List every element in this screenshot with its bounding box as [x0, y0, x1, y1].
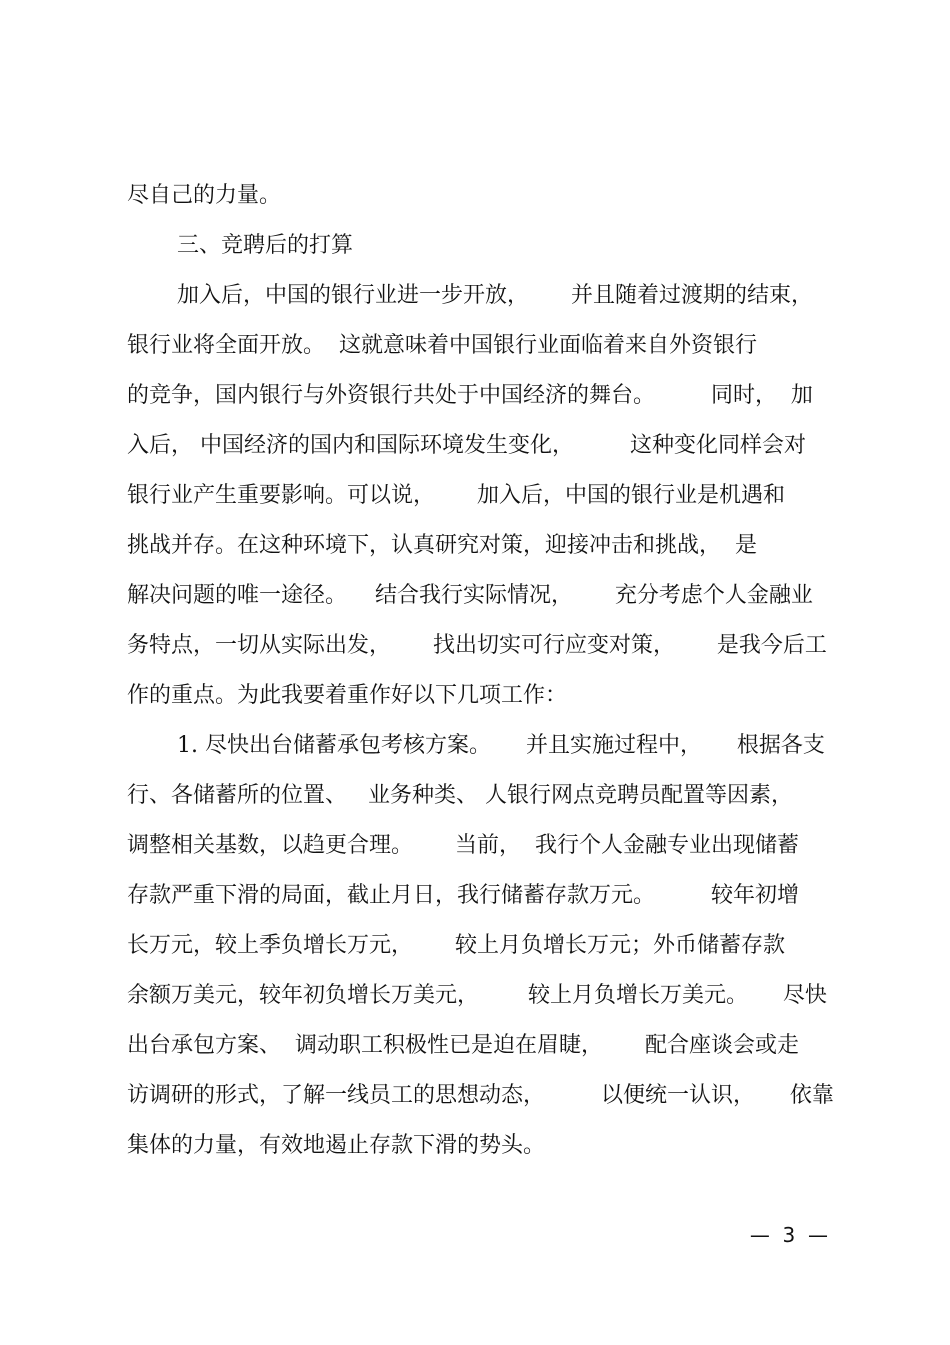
- body-text-line: 挑战并存。在这种环境下，认真研究对策，迎接冲击和挑战， 是: [127, 533, 757, 558]
- body-text-line: 银行业将全面开放。 这就意味着中国银行业面临着来自外资银行: [127, 333, 757, 358]
- body-text-line: 出台承包方案、 调动职工积极性已是迫在眉睫， 配合座谈会或走: [127, 1033, 799, 1058]
- body-text-line: 存款严重下滑的局面，截止月日，我行储蓄存款万元。 较年初增: [127, 883, 799, 908]
- body-text-line: 长万元，较上季负增长万元， 较上月负增长万元；外币储蓄存款: [127, 933, 785, 958]
- body-text-line: 银行业产生重要影响。可以说， 加入后，中国的银行业是机遇和: [127, 483, 785, 508]
- body-text-line: 行、各储蓄所的位置、 业务种类、 人银行网点竞聘员配置等因素，: [127, 783, 793, 808]
- section-heading: 三、竞聘后的打算: [177, 233, 354, 258]
- body-text-line: 作的重点。为此我要着重作好以下几项工作：: [127, 683, 568, 708]
- body-text-line: 加入后，中国的银行业进一步开放， 并且随着过渡期的结束，: [177, 283, 813, 308]
- page-number: — 3 —: [749, 1223, 828, 1247]
- body-text-line: 访调研的形式，了解一线员工的思想动态， 以便统一认识， 依靠: [127, 1083, 834, 1108]
- list-item-line: 1. 尽快出台储蓄承包考核方案。 并且实施过程中， 根据各支: [177, 733, 825, 758]
- body-text-line: 尽自己的力量。: [127, 183, 282, 208]
- body-text-line: 入后， 中国经济的国内和国际环境发生变化， 这种变化同样会对: [127, 433, 806, 458]
- body-text-line: 解决问题的唯一途径。 结合我行实际情况， 充分考虑个人金融业: [127, 583, 813, 608]
- body-text-line: 余额万美元，较年初负增长万美元， 较上月负增长万美元。 尽快: [127, 983, 827, 1008]
- body-text-line: 集体的力量，有效地遏止存款下滑的势头。: [127, 1133, 546, 1158]
- body-text-line: 的竞争，国内银行与外资银行共处于中国经济的舞台。 同时， 加: [127, 383, 813, 408]
- body-text-line: 调整相关基数，以趋更合理。 当前， 我行个人金融专业出现储蓄: [127, 833, 799, 858]
- body-text-line: 务特点，一切从实际出发， 找出切实可行应变对策， 是我今后工: [127, 633, 827, 658]
